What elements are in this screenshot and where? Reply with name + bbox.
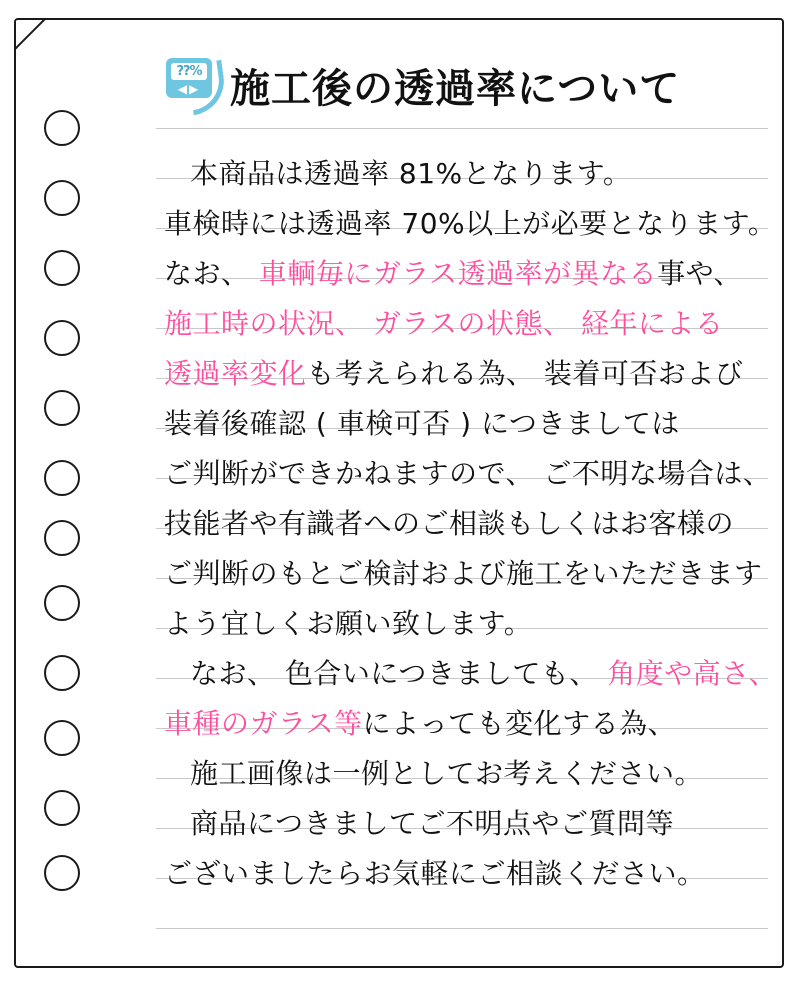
body-line	[164, 452, 772, 492]
highlight-text: 透過率変化	[164, 357, 307, 390]
punch-hole	[44, 460, 80, 496]
body-text-segment: よう宜しくお願い致します。	[164, 607, 533, 640]
body-line	[164, 302, 772, 342]
punch-hole	[44, 520, 80, 556]
body-text-segment: 商品につきましてご不明点やご質問等	[190, 807, 674, 840]
document-content	[156, 20, 778, 966]
highlight-text: 施工時の状況、 ガラスの状態、 経年による	[164, 307, 724, 340]
punch-hole	[44, 855, 80, 891]
highlight-text: 車輌毎にガラス透過率が異なる	[249, 257, 658, 290]
body-line	[164, 252, 772, 292]
transmittance-meter-icon	[162, 56, 222, 114]
highlight-text: 車種のガラス等	[164, 707, 363, 740]
body-line	[190, 652, 778, 692]
document-header	[162, 56, 680, 114]
body-text-segment: 本商品は透過率 81%となります。	[190, 157, 632, 190]
punch-hole	[44, 790, 80, 826]
punch-hole	[44, 390, 80, 426]
body-line	[164, 202, 777, 242]
notepad-sheet	[14, 18, 784, 968]
body-line	[164, 602, 772, 642]
body-text-segment: ご判断ができかねますので、 ご不明な場合は、	[164, 457, 772, 490]
body-text-segment: によっても変化する為、	[362, 707, 677, 740]
punch-hole	[44, 585, 80, 621]
body-text-segment: も考えられる為、 装着可否および	[306, 357, 744, 390]
body-line	[190, 152, 772, 192]
body-line	[164, 552, 772, 592]
body-text-segment: なお、	[164, 257, 250, 290]
body-line	[190, 752, 772, 792]
page-title: 施工後の透過率について	[230, 65, 681, 112]
icon-screen-label: ??%	[171, 63, 207, 80]
icon-arrows: ◀▶	[177, 82, 201, 96]
punch-hole	[44, 250, 80, 286]
punch-hole	[44, 110, 80, 146]
body-text-segment: なお、 色合いにつきましても、	[190, 657, 598, 690]
punch-hole	[44, 180, 80, 216]
punch-hole	[44, 720, 80, 756]
body-line	[190, 802, 772, 842]
body-text-segment: 施工画像は一例としてお考えください。	[190, 757, 704, 790]
body-text-segment: ございましたらお気軽にご相談ください。	[164, 857, 706, 890]
punch-hole	[44, 320, 80, 356]
body-text-segment: ご判断のもとご検討および施工をいただきます	[164, 557, 763, 590]
punch-holes	[16, 20, 144, 966]
body-line	[164, 352, 772, 392]
body-text-segment: 車検時には透過率 70%以上が必要となります。	[164, 207, 777, 240]
body-text-segment: 技能者や有識者へのご相談もしくはお客様の	[164, 507, 735, 540]
body-line	[164, 852, 772, 892]
body-text-segment: 装着後確認 ( 車検可否 ) につきましては	[164, 407, 680, 440]
body-line	[164, 502, 772, 542]
body-line	[164, 702, 772, 742]
body-line	[164, 402, 772, 442]
body-text-segment: 事や、	[657, 257, 743, 290]
punch-hole	[44, 655, 80, 691]
highlight-text: 角度や高さ、	[597, 657, 778, 690]
